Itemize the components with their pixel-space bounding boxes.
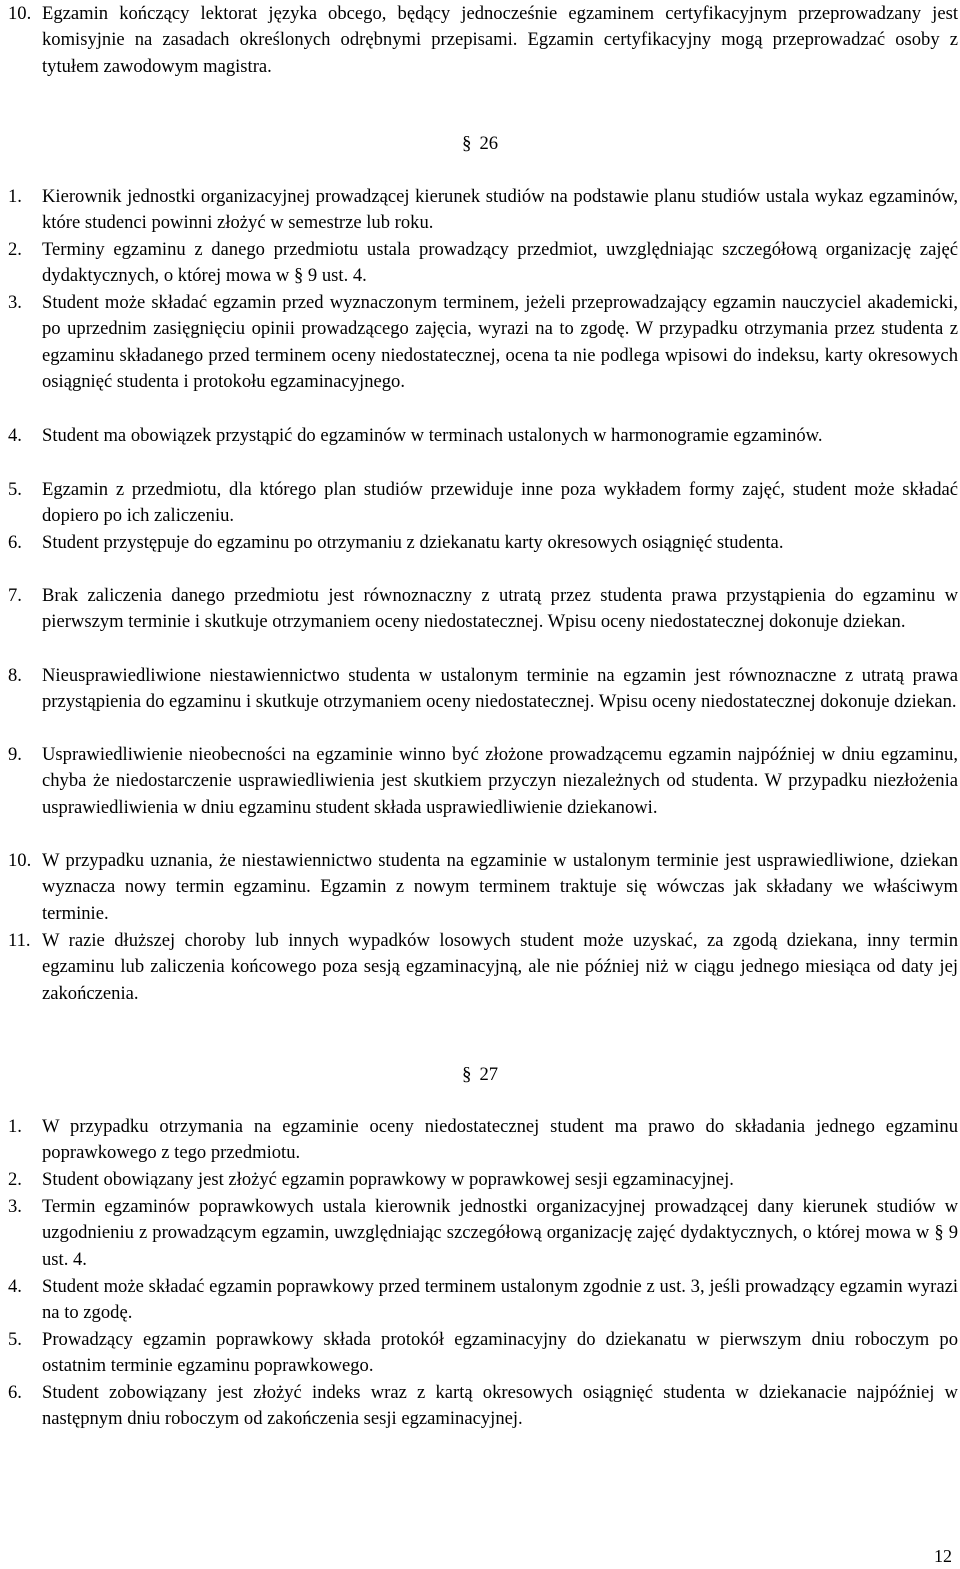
item-text: Kierownik jednostki organizacyjnej prowadzącej kierunek studiów na podstawie planu studiów ustala wykaz egzaminów, które studenci powinni złożyć w semestrze lub roku. bbox=[42, 186, 958, 234]
item-number: 1. bbox=[8, 1116, 22, 1137]
item-text: Egzamin z przedmiotu, dla którego plan studiów przewiduje inne poza wykładem formy zajęć, student może składać dopiero po ich zaliczeniu. bbox=[42, 479, 958, 527]
item-number: 5. bbox=[8, 1329, 22, 1350]
item-text: Student może składać egzamin poprawkowy przed terminem ustalonym zgodnie z ust. 3, jeśli prowadzący egzamin wyrazi na to zgodę. bbox=[42, 1276, 958, 1324]
list-item bbox=[0, 1114, 958, 1167]
list-item bbox=[0, 290, 958, 395]
item-number: 1. bbox=[8, 186, 22, 207]
item-number: 6. bbox=[8, 1382, 22, 1403]
item-text: Nieusprawiedliwione niestawiennictwo studenta w ustalonym terminie na egzamin jest równoznaczne z utratą prawa przystąpienia do egzaminu i skutkuje otrzymaniem oceny niedostatecznej. Wpisu oceny niedostatecznej dokonuje dziekan. bbox=[42, 665, 958, 713]
list-item bbox=[0, 1, 958, 80]
item-text: Student może składać egzamin przed wyznaczonym terminem, jeżeli przeprowadzający egzamin nauczyciel akademicki, po uprzednim zasięgnięciu opinii prowadzącego zajęcia, wyrazi na to zgodę. W przypadku otrzymania przez studenta z egzaminu składanego przed terminem oceny niedostatecznej, ocena ta nie podlega wpisowi do indeksu, karty okresowych osiągnięć studenta i protokołu egzaminacyjnego. bbox=[42, 292, 958, 392]
item-text: Terminy egzaminu z danego przedmiotu ustala prowadzący przedmiot, uwzględniając szczegółową organizację zajęć dydaktycznych, o której mowa w § 9 ust. 4. bbox=[42, 239, 958, 287]
item-number: 3. bbox=[8, 1196, 22, 1217]
list-item bbox=[0, 423, 958, 449]
item-text: Student zobowiązany jest złożyć indeks wraz z kartą okresowych osiągnięć studenta w dziekanacie najpóźniej w następnym dniu roboczym od zakończenia sesji egzaminacyjnej. bbox=[42, 1382, 958, 1430]
list-item bbox=[0, 742, 958, 821]
section-number: 26 bbox=[479, 133, 499, 154]
list-item bbox=[0, 184, 958, 237]
item-text: W przypadku uznania, że niestawiennictwo studenta na egzaminie w ustalonym terminie jest usprawiedliwione, dziekan wyznacza nowy termin egzaminu. Egzamin z nowym terminem traktuje się wówczas jak składany we właściwym terminie. bbox=[42, 850, 958, 924]
item-number: 5. bbox=[8, 479, 22, 500]
list-item bbox=[0, 1327, 958, 1380]
item-number: 4. bbox=[8, 425, 22, 446]
item-number: 6. bbox=[8, 532, 22, 553]
item-text: Student przystępuje do egzaminu po otrzymaniu z dziekanatu karty okresowych osiągnięć studenta. bbox=[42, 532, 784, 553]
section-symbol: § bbox=[461, 1064, 472, 1085]
item-text: W przypadku otrzymania na egzaminie oceny niedostatecznej student ma prawo do składania jednego egzaminu poprawkowego z tego przedmiotu. bbox=[42, 1116, 958, 1164]
item-number: 10. bbox=[8, 850, 32, 871]
item-number: 11. bbox=[8, 930, 31, 951]
item-number: 2. bbox=[8, 239, 22, 260]
section-number: 27 bbox=[479, 1064, 499, 1085]
item-number: 7. bbox=[8, 585, 22, 606]
list-item bbox=[0, 583, 958, 636]
item-text: Usprawiedliwienie nieobecności na egzaminie winno być złożone prowadzącemu egzamin najpóźniej w dniu egzaminu, chyba że niedostarczenie usprawiedliwienia jest skutkiem przyczyn niezależnych od studenta. W przypadku niezłożenia usprawiedliwienia w dniu egzaminu student składa usprawiedliwienie dziekanowi. bbox=[42, 744, 958, 818]
list-item bbox=[0, 1274, 958, 1327]
list-item bbox=[0, 1167, 958, 1193]
list-item bbox=[0, 1380, 958, 1433]
item-number: 10. bbox=[8, 3, 32, 24]
list-item bbox=[0, 1194, 958, 1273]
item-text: W razie dłuższej choroby lub innych wypadków losowych student może uzyskać, za zgodą dziekana, inny termin egzaminu lub zaliczenia końcowego poza sesją egzaminacyjną, ale nie później niż w ciągu jednego miesiąca od daty jej zakończenia. bbox=[42, 930, 958, 1004]
item-text: Termin egzaminów poprawkowych ustala kierownik jednostki organizacyjnej prowadzącej dany kierunek studiów w uzgodnieniu z prowadzącym egzamin, uwzględniając szczegółową organizację zajęć dydaktycznych, o której mowa w § 9 ust. 4. bbox=[42, 1196, 958, 1270]
section-symbol: § bbox=[461, 133, 472, 154]
list-item bbox=[0, 477, 958, 530]
page-number: 12 bbox=[934, 1546, 952, 1566]
item-text: Prowadzący egzamin poprawkowy składa protokół egzaminacyjny do dziekanatu w pierwszym dniu roboczym po ostatnim terminie egzaminu poprawkowego. bbox=[42, 1329, 958, 1377]
item-number: 3. bbox=[8, 292, 22, 313]
item-text: Egzamin kończący lektorat języka obcego, będący jednocześnie egzaminem certyfikacyjnym przeprowadzany jest komisyjnie na zasadach określonych odrębnymi przepisami. Egzamin certyfikacyjny mogą przeprowadzać osoby z tytułem zawodowym magistra. bbox=[42, 3, 958, 77]
list-item bbox=[0, 928, 958, 1007]
item-text: Student obowiązany jest złożyć egzamin poprawkowy w poprawkowej sesji egzaminacyjnej. bbox=[42, 1169, 734, 1190]
item-number: 8. bbox=[8, 665, 22, 686]
list-item bbox=[0, 663, 958, 716]
item-text: Student ma obowiązek przystąpić do egzaminów w terminach ustalonych w harmonogramie egzaminów. bbox=[42, 425, 823, 446]
list-item bbox=[0, 530, 958, 556]
list-item bbox=[0, 237, 958, 290]
section-heading-26 bbox=[0, 131, 960, 157]
item-text: Brak zaliczenia danego przedmiotu jest równoznaczny z utratą przez studenta prawa przystąpienia do egzaminu w pierwszym terminie i skutkuje otrzymaniem oceny niedostatecznej. Wpisu oceny niedostatecznej dokonuje dziekan. bbox=[42, 585, 958, 633]
item-number: 9. bbox=[8, 744, 22, 765]
item-number: 2. bbox=[8, 1169, 22, 1190]
item-number: 4. bbox=[8, 1276, 22, 1297]
list-item bbox=[0, 848, 958, 927]
section-heading-27 bbox=[0, 1062, 960, 1088]
